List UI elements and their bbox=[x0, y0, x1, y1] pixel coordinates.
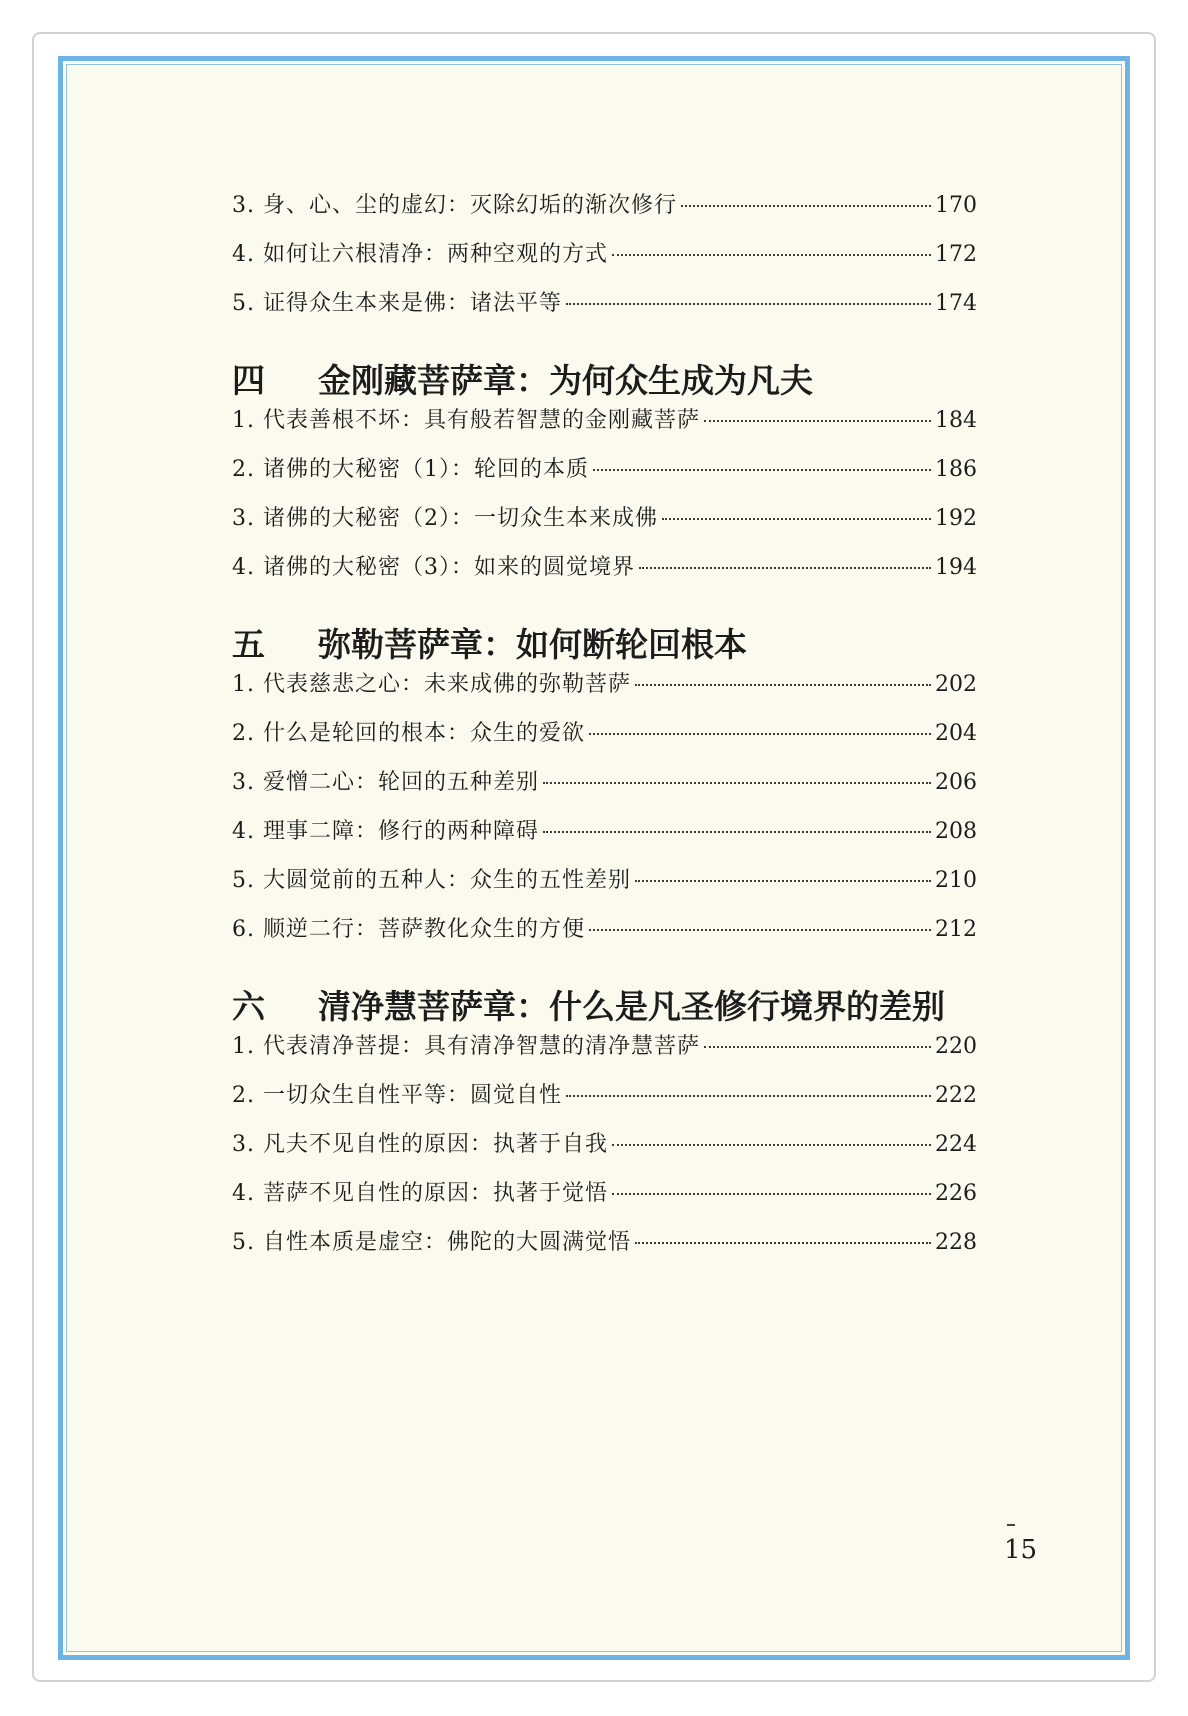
toc-entry[interactable] bbox=[232, 403, 977, 452]
page-number: 15 bbox=[1004, 1535, 1038, 1565]
toc-entry-title: 5. 证得众生本来是佛：诸法平等 bbox=[232, 291, 562, 316]
toc-entry-title: 4. 菩萨不见自性的原因：执著于觉悟 bbox=[232, 1181, 608, 1206]
chapter-title: 清净慧菩萨章：什么是凡圣修行境界的差别 bbox=[318, 987, 945, 1026]
toc-entry[interactable] bbox=[232, 550, 977, 599]
toc-entry-page: 228 bbox=[935, 1230, 977, 1255]
chapter-heading bbox=[232, 355, 977, 403]
dot-leader bbox=[543, 831, 931, 833]
toc-entry-title: 4. 诸佛的大秘密（3）：如来的圆觉境界 bbox=[232, 555, 635, 580]
dot-leader bbox=[635, 880, 931, 882]
toc-entry[interactable] bbox=[232, 1176, 977, 1225]
dot-leader bbox=[635, 1242, 931, 1244]
chapter-heading bbox=[232, 619, 977, 667]
toc-section bbox=[232, 188, 977, 335]
dot-leader bbox=[593, 469, 931, 471]
dot-leader bbox=[704, 420, 931, 422]
toc-entry-title: 1. 代表清净菩提：具有清净智慧的清净慧菩萨 bbox=[232, 1034, 700, 1059]
toc-entry-title: 3. 爱憎二心：轮回的五种差别 bbox=[232, 770, 539, 795]
toc-entry-page: 170 bbox=[935, 193, 977, 218]
toc-entry[interactable] bbox=[232, 765, 977, 814]
toc-entry-page: 208 bbox=[935, 819, 977, 844]
toc-entry-title: 2. 什么是轮回的根本：众生的爱欲 bbox=[232, 721, 585, 746]
toc-entry[interactable] bbox=[232, 188, 977, 237]
toc-entry[interactable] bbox=[232, 1029, 977, 1078]
toc-entry-title: 4. 如何让六根清净：两种空观的方式 bbox=[232, 242, 608, 267]
toc-entry[interactable] bbox=[232, 1225, 977, 1274]
toc-entry-page: 184 bbox=[935, 408, 977, 433]
table-of-contents bbox=[232, 188, 977, 1274]
toc-entry[interactable] bbox=[232, 667, 977, 716]
toc-entry-page: 174 bbox=[935, 291, 977, 316]
toc-entry[interactable] bbox=[232, 814, 977, 863]
toc-entry-title: 3. 凡夫不见自性的原因：执著于自我 bbox=[232, 1132, 608, 1157]
chapter-title: 金刚藏菩萨章：为何众生成为凡夫 bbox=[318, 361, 813, 400]
toc-entry-page: 172 bbox=[935, 242, 977, 267]
toc-entry-page: 204 bbox=[935, 721, 977, 746]
toc-entry-page: 192 bbox=[935, 506, 977, 531]
toc-entry[interactable] bbox=[232, 1078, 977, 1127]
chapter-number: 五 bbox=[232, 625, 265, 664]
toc-entry[interactable] bbox=[232, 1127, 977, 1176]
toc-entry-page: 202 bbox=[935, 672, 977, 697]
toc-section bbox=[232, 619, 977, 961]
toc-section bbox=[232, 355, 977, 599]
toc-entry-page: 224 bbox=[935, 1132, 977, 1157]
toc-entry[interactable] bbox=[232, 863, 977, 912]
toc-entry-title: 2. 一切众生自性平等：圆觉自性 bbox=[232, 1083, 562, 1108]
chapter-title: 弥勒菩萨章：如何断轮回根本 bbox=[318, 625, 747, 664]
dot-leader bbox=[704, 1046, 931, 1048]
dot-leader bbox=[662, 518, 931, 520]
toc-entry-page: 186 bbox=[935, 457, 977, 482]
toc-entry-page: 206 bbox=[935, 770, 977, 795]
dot-leader bbox=[566, 1095, 931, 1097]
toc-entry-page: 212 bbox=[935, 917, 977, 942]
toc-entry-page: 194 bbox=[935, 555, 977, 580]
toc-entry-title: 6. 顺逆二行：菩萨教化众生的方便 bbox=[232, 917, 585, 942]
toc-entry-page: 226 bbox=[935, 1181, 977, 1206]
dot-leader bbox=[566, 303, 931, 305]
chapter-number: 四 bbox=[232, 361, 265, 400]
chapter-number: 六 bbox=[232, 987, 265, 1026]
dot-leader bbox=[589, 733, 931, 735]
dot-leader bbox=[635, 684, 931, 686]
toc-entry-page: 222 bbox=[935, 1083, 977, 1108]
toc-entry[interactable] bbox=[232, 716, 977, 765]
toc-entry-title: 5. 自性本质是虚空：佛陀的大圆满觉悟 bbox=[232, 1230, 631, 1255]
toc-entry-title: 2. 诸佛的大秘密（1）：轮回的本质 bbox=[232, 457, 589, 482]
toc-entry-title: 3. 身、心、尘的虚幻：灭除幻垢的渐次修行 bbox=[232, 193, 677, 218]
toc-entry-title: 1. 代表善根不坏：具有般若智慧的金刚藏菩萨 bbox=[232, 408, 700, 433]
dot-leader bbox=[639, 567, 931, 569]
toc-entry[interactable] bbox=[232, 286, 977, 335]
folio-mark bbox=[1007, 1524, 1015, 1526]
dot-leader bbox=[589, 929, 931, 931]
toc-entry[interactable] bbox=[232, 912, 977, 961]
toc-section bbox=[232, 981, 977, 1274]
toc-entry-page: 220 bbox=[935, 1034, 977, 1059]
toc-entry[interactable] bbox=[232, 237, 977, 286]
toc-entry-title: 1. 代表慈悲之心：未来成佛的弥勒菩萨 bbox=[232, 672, 631, 697]
toc-entry-title: 5. 大圆觉前的五种人：众生的五性差别 bbox=[232, 868, 631, 893]
dot-leader bbox=[543, 782, 931, 784]
dot-leader bbox=[612, 254, 931, 256]
dot-leader bbox=[612, 1193, 931, 1195]
toc-entry-title: 4. 理事二障：修行的两种障碍 bbox=[232, 819, 539, 844]
toc-entry-title: 3. 诸佛的大秘密（2）：一切众生本来成佛 bbox=[232, 506, 658, 531]
chapter-heading bbox=[232, 981, 977, 1029]
toc-entry-page: 210 bbox=[935, 868, 977, 893]
toc-entry[interactable] bbox=[232, 452, 977, 501]
toc-entry[interactable] bbox=[232, 501, 977, 550]
dot-leader bbox=[681, 205, 931, 207]
dot-leader bbox=[612, 1144, 931, 1146]
